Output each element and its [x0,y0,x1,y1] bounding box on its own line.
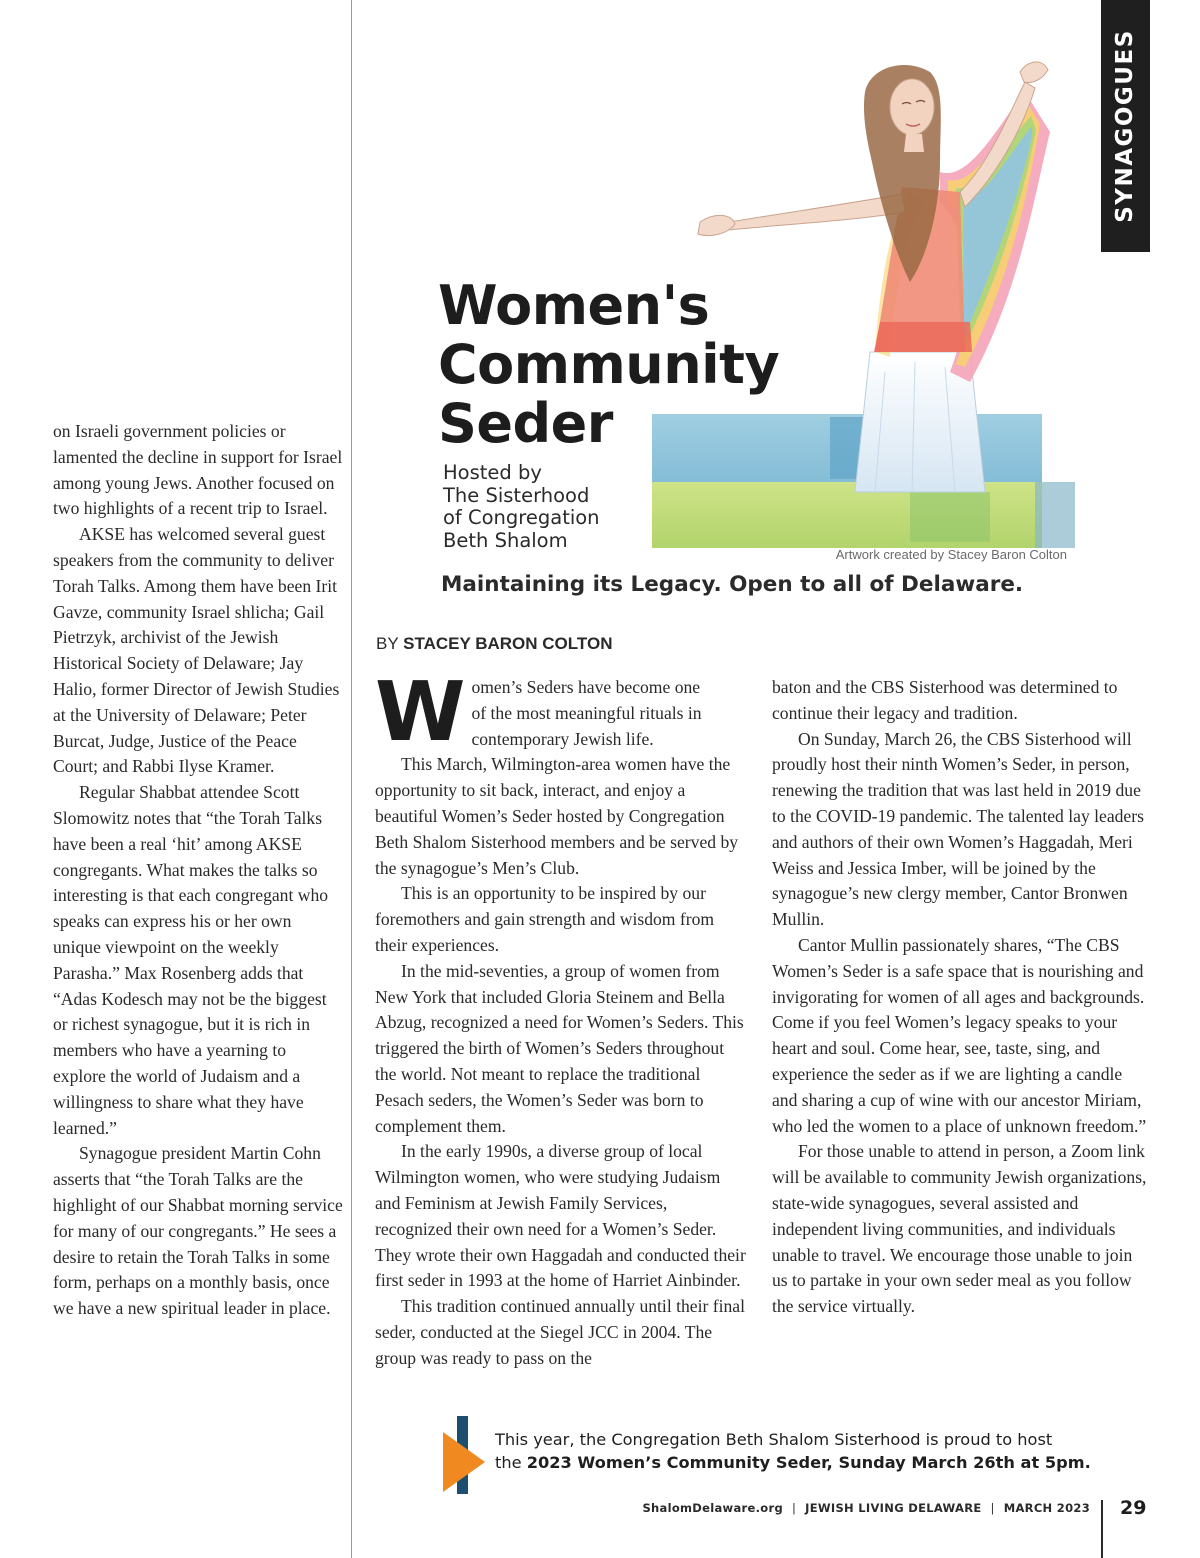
middle-paragraph-4: In the early 1990s, a diverse group of local Wilmington women, who were studying Judaism and Feminism at Jewish Family Services, recognized their own need for a Women’s Seder. They wrote their own Haggadah and conducted their first seder in 1993 at the home of Harriet Ainbinder. [375,1141,746,1291]
footer-publication: JEWISH LIVING DELAWARE [805,1501,982,1515]
opening-line-3: contemporary Jewish life. [471,728,654,749]
footer-website[interactable]: ShalomDelaware.org [642,1501,783,1515]
column-divider [351,0,352,1558]
dropcap: W [375,665,466,760]
page-number: 29 [1120,1497,1147,1519]
article-title [438,276,779,453]
left-paragraph-2: AKSE has welcomed several guest speakers from the community to deliver Torah Talks. Among them have been Irit Gavze, community Israel shlicha; Gail Pietrzyk, archivist of the Jewish Historical Society of Delaware; Jay Halio, former Director of Jewish Studies at the University of Delaware; Peter Burcat, Judge, Justice of the Peace Court; and Rabbi Ilyse Kramer. [53,524,340,777]
callout-line-1: This year, the Congregation Beth Shalom Sisterhood is proud to host [495,1430,1053,1449]
footer-rule [1101,1500,1103,1558]
opening-line-2: of the most meaningful rituals in [471,702,702,723]
byline-author: STACEY BARON COLTON [403,634,613,653]
section-tab [1101,0,1150,252]
title-line-3: Seder [438,392,613,455]
article-subtitle [443,462,600,552]
byline [376,634,612,654]
right-paragraph-2: Cantor Mullin passionately shares, “The CBS Women’s Seder is a safe space that is nourishing and invigorating for women of all ages and backgrounds. Come if you feel Women’s legacy speaks to your heart and soul. Come hear, see, taste, sing, and experience the seder as if we are lighting a candle and sharing a cup of wine with our ancestor Miriam, who led the women to a place of unknown freedom.” [772,934,1147,1136]
byline-prefix: BY [376,634,399,653]
callout-line-2-prefix: the [495,1453,522,1472]
left-paragraph-1: on Israeli government policies or lamented the decline in support for Israel among young Jews. Another focused on two highlights of a recent trip to Israel. [53,421,343,519]
subtitle-line-2: The Sisterhood [443,483,590,507]
subtitle-line-1: Hosted by [443,461,542,484]
artwork-credit: Artwork created by Stacey Baron Colton [835,547,1067,562]
footer-separator: | [990,1501,995,1515]
subtitle-line-4: Beth Shalom [443,528,568,552]
callout-text [495,1428,1091,1474]
middle-paragraph-5: This tradition continued annually until their final seder, conducted at the Siegel JCC in 2004. The group was ready to pass on the [375,1296,745,1368]
right-continuation: baton and the CBS Sisterhood was determined to continue their legacy and tradition. [772,677,1118,723]
opening-line-1: omen’s Seders have become one [471,677,701,697]
callout-line-2 [495,1451,1091,1474]
left-paragraph-4: Synagogue president Martin Cohn asserts that “the Torah Talks are the highlight of our Shabbat morning service for many of our congregants.” He sees a desire to retain the Torah Talks in some form, perhaps on a monthly basis, once we have a new spiritual leader in place. [53,1143,343,1319]
event-callout [443,1416,1091,1496]
footer-separator: | [791,1501,797,1515]
opening-paragraph [375,665,747,760]
article-tagline: Maintaining its Legacy. Open to all of Delaware. [441,572,1024,597]
callout-event-details: 2023 Women’s Community Seder, Sunday March 26th at 5pm. [526,1453,1091,1472]
page-footer [600,1501,1090,1515]
middle-paragraph-1: This March, Wilmington-area women have the opportunity to sit back, interact, and enjoy a beautiful Women’s Seder hosted by Congregation Beth Shalom Sisterhood members and be served by the synagogue’s Men’s Club. [375,754,739,878]
section-tab-label: SYNAGOGUES [1112,29,1138,223]
right-paragraph-1: On Sunday, March 26, the CBS Sisterhood will proudly host their ninth Women’s Seder, in person, renewing the tradition that was last held in 2019 due to the COVID-19 pandemic. The talented lay leaders and authors of their own Women’s Haggadah, Meri Weiss and Jessica Imber, will be joined by the synagogue’s new clergy member, Cantor Bronwen Mullin. [772,728,1144,930]
footer-issue: MARCH 2023 [1003,1501,1090,1515]
middle-paragraph-2: This is an opportunity to be inspired by our foremothers and gain strength and wisdom from their experiences. [375,883,715,955]
title-line-1: Women's [438,274,710,337]
left-paragraph-3: Regular Shabbat attendee Scott Slomowitz notes that “the Torah Talks have been a real ‘hit’ among AKSE congregants. What makes the talks so interesting is that each congregant who speaks can express his or her own unique viewpoint on the weekly Parasha.” Max Rosenberg adds that “Adas Kodesch may not be the biggest or richest synagogue, but it is rich in members who have a yearning to explore the world of Judaism and a willingness to share what they have learned.” [53,782,329,1138]
left-column [53,419,343,1322]
right-column [772,675,1148,1320]
middle-column [375,665,747,1372]
right-paragraph-3: For those unable to attend in person, a Zoom link will be available to community Jewish organizations, state-wide synagogues, several assisted and independent living communities, and individuals unable to travel. We encourage those unable to join us to partake in your own seder meal as you follow the service virtually. [772,1141,1147,1317]
play-arrow-icon [443,1432,485,1492]
middle-paragraph-3: In the mid-seventies, a group of women from New York that included Gloria Steinem and Bella Abzug, recognized a need for Women’s Seders. This triggered the birth of Women’s Seders throughout the world. Not meant to replace the traditional Pesach seders, the Women’s Seder was born to complement them. [375,960,744,1136]
title-line-2: Community [438,333,780,396]
subtitle-line-3: of Congregation [443,506,600,529]
